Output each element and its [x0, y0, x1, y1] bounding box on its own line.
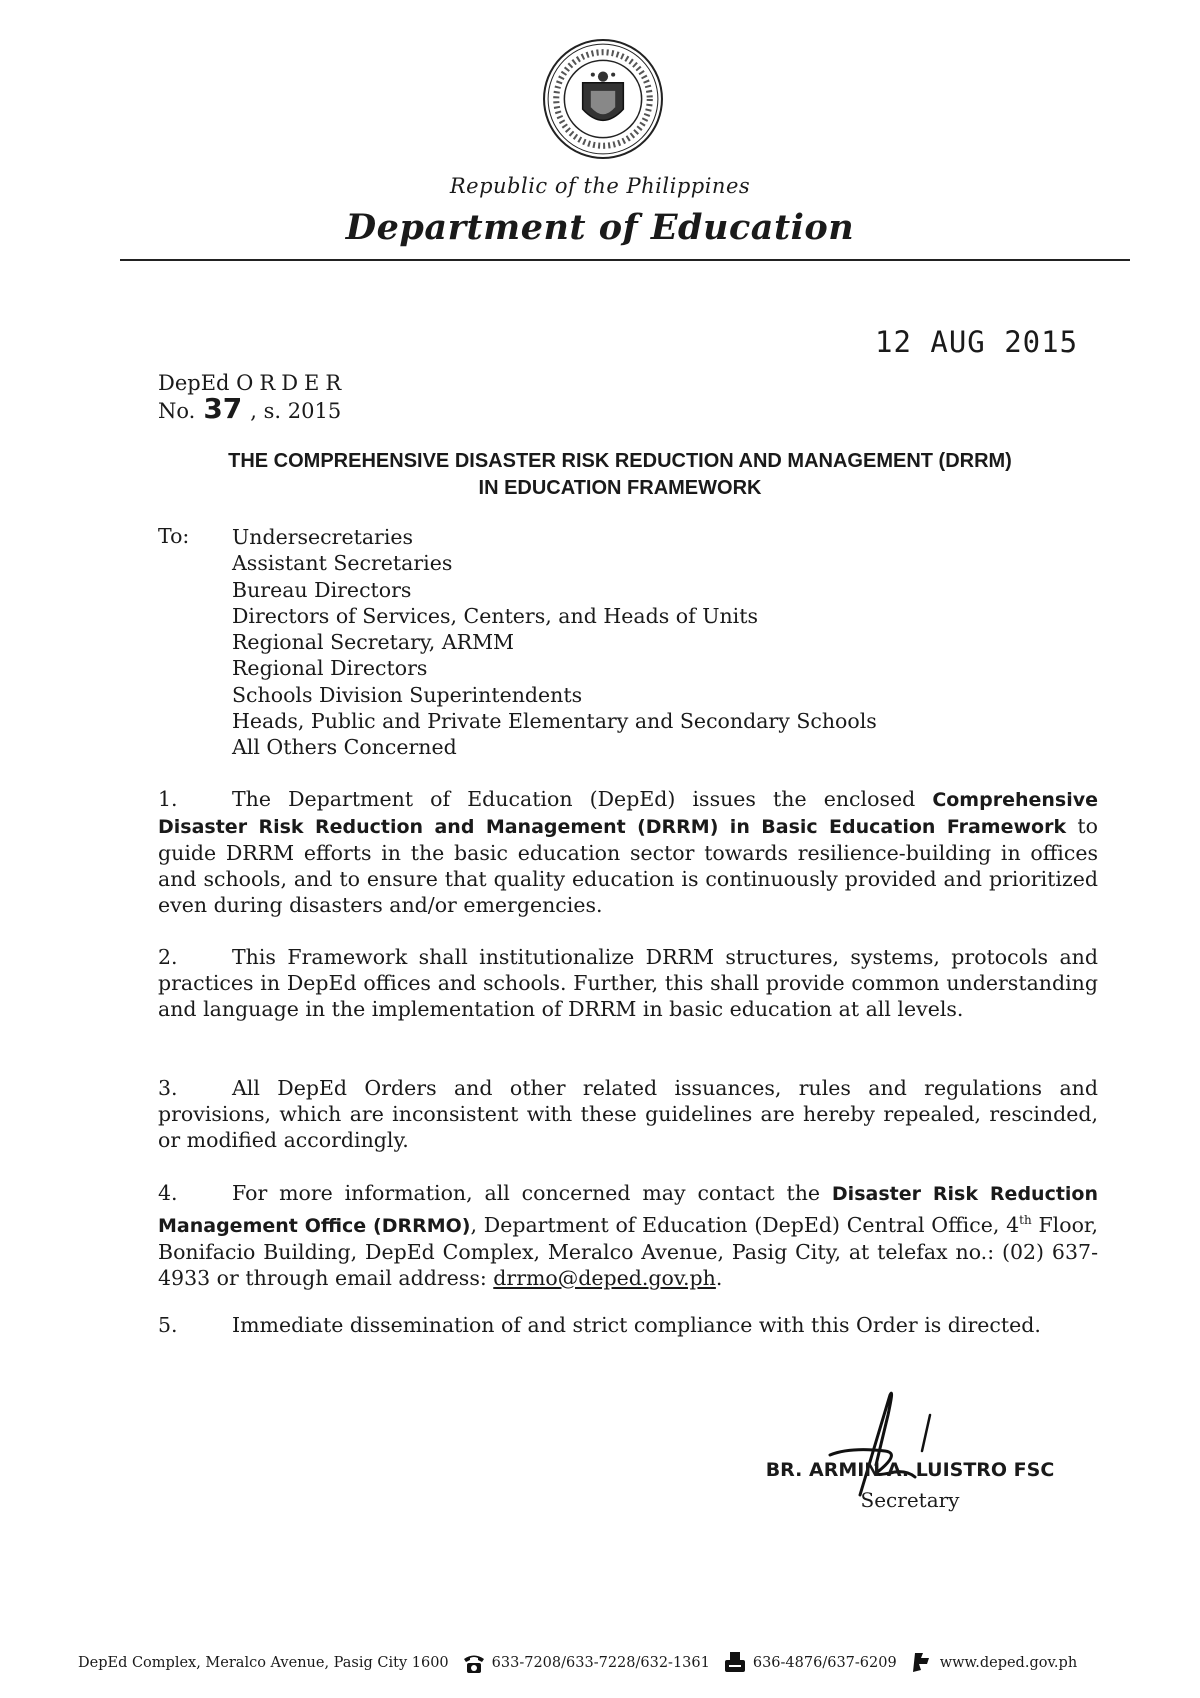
paragraph-5 [158, 1312, 1098, 1338]
paragraph-text: to guide DRRM efforts in the basic education sector towards resilience-building in offices and schools, and to ensure that quality education is continuously provided and prioritized even during disasters and/or emergencies. [158, 814, 1098, 917]
to-label: To: [158, 524, 190, 548]
footer-website[interactable]: www.deped.gov.ph [939, 1655, 1078, 1671]
header-divider [120, 259, 1130, 261]
signatory-title: Secretary [860, 1488, 960, 1512]
paragraph-text: Immediate dissemination of and strict compliance with this Order is directed. [232, 1313, 1041, 1337]
footer-phones: 633-7208/633-7228/632-1361 [491, 1655, 710, 1671]
recipient-item: Directors of Services, Centers, and Heads of Units [232, 603, 758, 628]
order-number-block [158, 370, 347, 424]
ordinal-suffix: th [1019, 1213, 1032, 1227]
recipient-item: Undersecretaries [232, 525, 414, 549]
telephone-icon [461, 1650, 487, 1676]
order-series: , s. 2015 [250, 399, 342, 423]
republic-heading: Republic of the Philippines [449, 174, 751, 198]
paragraph-4 [158, 1180, 1098, 1291]
order-subject [140, 448, 1100, 502]
paragraph-3 [158, 1075, 1098, 1153]
subject-line-2: IN EDUCATION FRAMEWORK [478, 477, 762, 499]
paragraph-1 [158, 786, 1098, 918]
globe-icon [909, 1650, 935, 1676]
paragraph-2 [158, 944, 1098, 1022]
framework-title: Comprehensive Disaster Risk Reduction and Management (DRRM) in Basic Education Framework [158, 789, 1098, 838]
signatory-name: BR. ARMIN A. LUISTRO FSC [765, 1459, 1055, 1481]
paragraph-text: All DepEd Orders and other related issuances, rules and regulations and provisions, which are inconsistent with these guidelines are hereby repealed, rescinded, or modified accordingly. [158, 1076, 1098, 1152]
order-no-label: No. [158, 399, 196, 423]
handwritten-signature [790, 1385, 960, 1500]
recipient-item: Regional Secretary, ARMM [232, 630, 515, 655]
paragraph-text: , Department of Education (DepEd) Central Office, 4 [470, 1212, 1020, 1237]
recipient-item: Heads, Public and Private Elementary and Secondary Schools [232, 709, 877, 734]
department-heading: Department of Education [345, 207, 855, 248]
paragraph-number: 4. [158, 1181, 178, 1205]
paragraph-number: 1. [158, 787, 178, 811]
paragraph-number: 2. [158, 945, 178, 969]
recipient-item: Assistant Secretaries [232, 551, 453, 576]
recipient-item: Bureau Directors [232, 577, 412, 602]
footer-address: DepEd Complex, Meralco Avenue, Pasig City 1600 [78, 1655, 449, 1671]
recipient-item: All Others Concerned [232, 735, 457, 760]
subject-line-1: THE COMPREHENSIVE DISASTER RISK REDUCTION AND MANAGEMENT (DRRM) [228, 450, 1012, 472]
footer-fax: 636-4876/637-6209 [752, 1655, 897, 1671]
date-stamp: 12 AUG 2015 [875, 325, 1079, 359]
paragraph-number: 5. [158, 1313, 178, 1337]
order-word: ORDER [236, 371, 348, 395]
paragraph-text: This Framework shall institutionalize DRRM structures, systems, protocols and practices in DepEd offices and schools. Further, this shall provide common understanding and language in the implementation of DRRM in basic education at all levels. [158, 945, 1098, 1021]
recipient-list [232, 524, 877, 761]
paragraph-text: The Department of Education (DepEd) issues the enclosed [232, 787, 933, 811]
order-number: 37 [203, 392, 243, 425]
fax-icon [722, 1650, 748, 1676]
recipient-item: Regional Directors [232, 656, 428, 681]
paragraph-number: 3. [158, 1076, 178, 1100]
office-name: Disaster Risk Reduction Management Office (DRRMO) [158, 1183, 1099, 1237]
order-prefix: DepEd [158, 371, 230, 395]
paragraph-text: Floor, Bonifacio Building, DepEd Complex, Meralco Avenue, Pasig City, at telefax no.: (02) 637-4933 or through email address: [158, 1212, 1098, 1290]
paragraph-text: For more information, all concerned may contact the [232, 1181, 832, 1205]
footer [78, 1650, 1178, 1676]
paragraph-text: . [715, 1265, 723, 1290]
deped-seal-icon [542, 38, 664, 160]
recipient-item: Schools Division Superintendents [232, 682, 583, 707]
email-link[interactable]: drrmo@deped.gov.ph [493, 1265, 716, 1290]
